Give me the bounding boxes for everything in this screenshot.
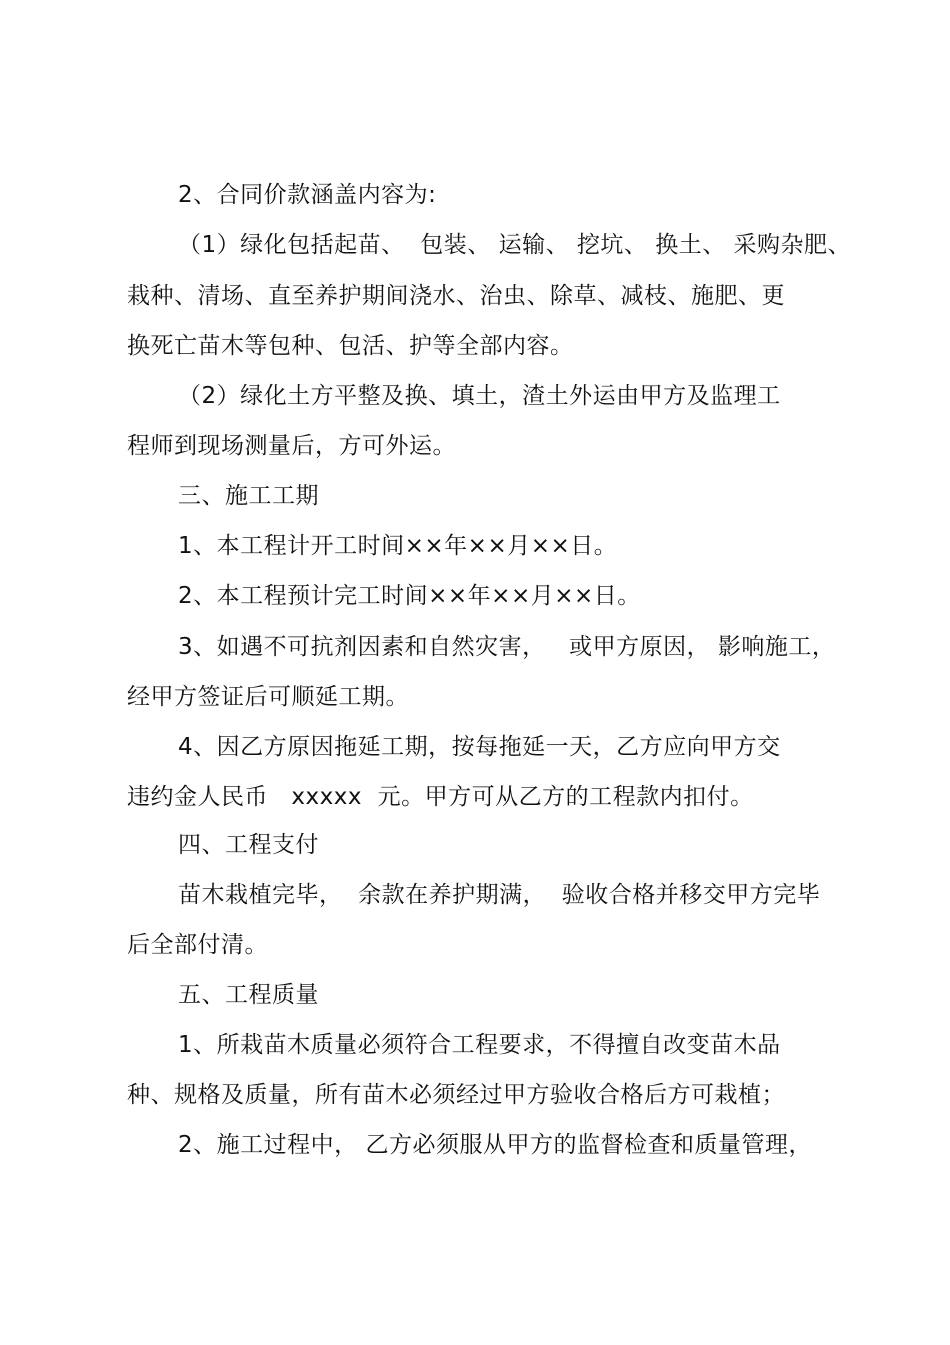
text-line: 违约金人民币 xxxxx 元。甲方可从乙方的工程款内扣付。	[127, 784, 754, 810]
text-line: 换死亡苗木等包种、包活、护等全部内容。	[127, 333, 574, 359]
text-line: 2、合同价款涵盖内容为:	[178, 182, 437, 208]
section-heading: 五、工程质量	[178, 982, 319, 1008]
text-line: 栽种、清场、直至养护期间浇水、治虫、除草、减枝、施肥、更	[127, 283, 785, 309]
section-heading: 三、施工工期	[178, 483, 319, 509]
text-line: 2、本工程预计完工时间××年××月××日。	[178, 583, 641, 609]
section-heading: 四、工程支付	[178, 832, 319, 858]
text-line: 3、如遇不可抗剂因素和自然灾害， 或甲方原因， 影响施工，	[178, 634, 836, 660]
text-line: 经甲方签证后可顺延工期。	[127, 684, 409, 710]
text-line: 4、因乙方原因拖延工期，按每拖延一天，乙方应向甲方交	[178, 734, 781, 760]
text-line: （1）绿化包括起苗、 包装、 运输、 挖坑、 换土、 采购杂肥、	[178, 232, 851, 258]
text-line: 种、规格及质量，所有苗木必须经过甲方验收合格后方可栽植；	[127, 1082, 785, 1108]
text-line: 1、所栽苗木质量必须符合工程要求，不得擅自改变苗木品	[178, 1032, 781, 1058]
text-line: 后全部付清。	[127, 932, 268, 958]
text-line: 程师到现场测量后，方可外运。	[127, 433, 456, 459]
text-line: 苗木栽植完毕， 余款在养护期满， 验收合格并移交甲方完毕	[178, 882, 821, 908]
text-line: 1、本工程计开工时间××年××月××日。	[178, 533, 618, 559]
text-line: 2、施工过程中， 乙方必须服从甲方的监督检查和质量管理，	[178, 1132, 812, 1158]
text-line: （2）绿化土方平整及换、填土，渣土外运由甲方及监理工	[178, 383, 781, 409]
